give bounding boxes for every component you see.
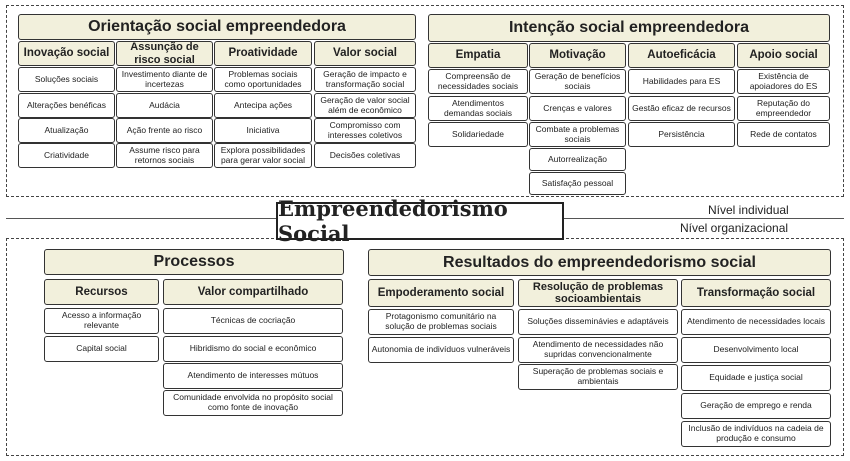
resultados-item: Autonomia de indivíduos vulneráveis bbox=[368, 337, 514, 363]
orientacao-item: Audácia bbox=[116, 93, 213, 118]
resultados-item: Atendimento de necessidades não supridas convencionalmente bbox=[518, 337, 678, 363]
orientacao-item: Assume risco para retornos sociais bbox=[116, 143, 213, 168]
resultados-item: Superação de problemas sociais e ambientais bbox=[518, 364, 678, 390]
main-title: Empreendedorismo Social bbox=[276, 202, 564, 240]
orientacao-item: Decisões coletivas bbox=[314, 143, 416, 168]
orientacao-item: Antecipa ações bbox=[214, 93, 312, 118]
processos-item: Acesso a informação relevante bbox=[44, 308, 159, 334]
orientacao-item: Iniciativa bbox=[214, 118, 312, 143]
orientacao-item: Criatividade bbox=[18, 143, 115, 168]
orientacao-item: Compromisso com interesses coletivos bbox=[314, 118, 416, 143]
intencao-item: Solidariedade bbox=[428, 122, 528, 147]
processos-item: Técnicas de cocriação bbox=[163, 308, 343, 334]
intencao-header-autoeficacia: Autoeficácia bbox=[628, 43, 735, 68]
resultados-item: Soluções disseminávies e adaptáveis bbox=[518, 309, 678, 335]
organizational-level-label: Nível organizacional bbox=[680, 221, 789, 235]
resultados-header-resolucao: Resolução de problemas socioambientais bbox=[518, 279, 678, 307]
intencao-item: Reputação do empreendedor bbox=[737, 96, 830, 121]
orientacao-item: Soluções sociais bbox=[18, 67, 115, 92]
resultados-item: Desenvolvimento local bbox=[681, 337, 831, 363]
resultados-header-transformacao: Transformação social bbox=[681, 279, 831, 307]
intencao-item: Crenças e valores bbox=[529, 96, 626, 121]
intencao-item: Satisfação pessoal bbox=[529, 172, 626, 195]
orientacao-item: Explora possibilidades para gerar valor social bbox=[214, 143, 312, 168]
orientacao-header-proatividade: Proatividade bbox=[214, 41, 312, 66]
orientacao-header-risco: Assunção de risco social bbox=[116, 41, 213, 66]
resultados-item: Protagonismo comunitário na solução de problemas sociais bbox=[368, 309, 514, 335]
orientacao-item: Ação frente ao risco bbox=[116, 118, 213, 143]
processos-header-recursos: Recursos bbox=[44, 279, 159, 305]
intencao-item: Compreensão de necessidades sociais bbox=[428, 69, 528, 94]
orientacao-title: Orientação social empreendedora bbox=[18, 14, 416, 40]
resultados-title: Resultados do empreendedorismo social bbox=[368, 249, 831, 276]
intencao-item: Persistência bbox=[628, 122, 735, 147]
processos-header-valor-compartilhado: Valor compartilhado bbox=[163, 279, 343, 305]
intencao-item: Rede de contatos bbox=[737, 122, 830, 147]
intencao-item: Atendimentos demandas sociais bbox=[428, 96, 528, 121]
orientacao-header-valor: Valor social bbox=[314, 41, 416, 66]
intencao-item: Habilidades para ES bbox=[628, 69, 735, 94]
processos-item: Hibridismo do social e econômico bbox=[163, 336, 343, 362]
intencao-item: Autorrealização bbox=[529, 148, 626, 171]
processos-title: Processos bbox=[44, 249, 344, 275]
intencao-title: Intenção social empreendedora bbox=[428, 14, 830, 42]
intencao-header-motivacao: Motivação bbox=[529, 43, 626, 68]
orientacao-item: Atualização bbox=[18, 118, 115, 143]
orientacao-item: Problemas sociais como oportunidades bbox=[214, 67, 312, 92]
intencao-item: Combate a problemas sociais bbox=[529, 122, 626, 147]
resultados-item: Atendimento de necessidades locais bbox=[681, 309, 831, 335]
resultados-item: Geração de emprego e renda bbox=[681, 393, 831, 419]
resultados-header-empoderamento: Empoderamento social bbox=[368, 279, 514, 307]
intencao-item: Geração de benefícios sociais bbox=[529, 69, 626, 94]
intencao-item: Existência de apoiadores do ES bbox=[737, 69, 830, 94]
processos-item: Atendimento de interesses mútuos bbox=[163, 363, 343, 389]
processos-item: Capital social bbox=[44, 336, 159, 362]
orientacao-header-inovacao: Inovação social bbox=[18, 41, 115, 66]
orientacao-item: Investimento diante de incertezas bbox=[116, 67, 213, 92]
intencao-header-empatia: Empatia bbox=[428, 43, 528, 68]
individual-level-label: Nível individual bbox=[708, 203, 789, 217]
orientacao-item: Alterações benéficas bbox=[18, 93, 115, 118]
processos-item: Comunidade envolvida no propósito social como fonte de inovação bbox=[163, 390, 343, 416]
intencao-header-apoio: Apoio social bbox=[737, 43, 830, 68]
orientacao-item: Geração de impacto e transformação social bbox=[314, 67, 416, 92]
resultados-item: Inclusão de indivíduos na cadeia de produção e consumo bbox=[681, 421, 831, 447]
orientacao-item: Geração de valor social além de econômico bbox=[314, 93, 416, 118]
intencao-item: Gestão eficaz de recursos bbox=[628, 96, 735, 121]
resultados-item: Equidade e justiça social bbox=[681, 365, 831, 391]
